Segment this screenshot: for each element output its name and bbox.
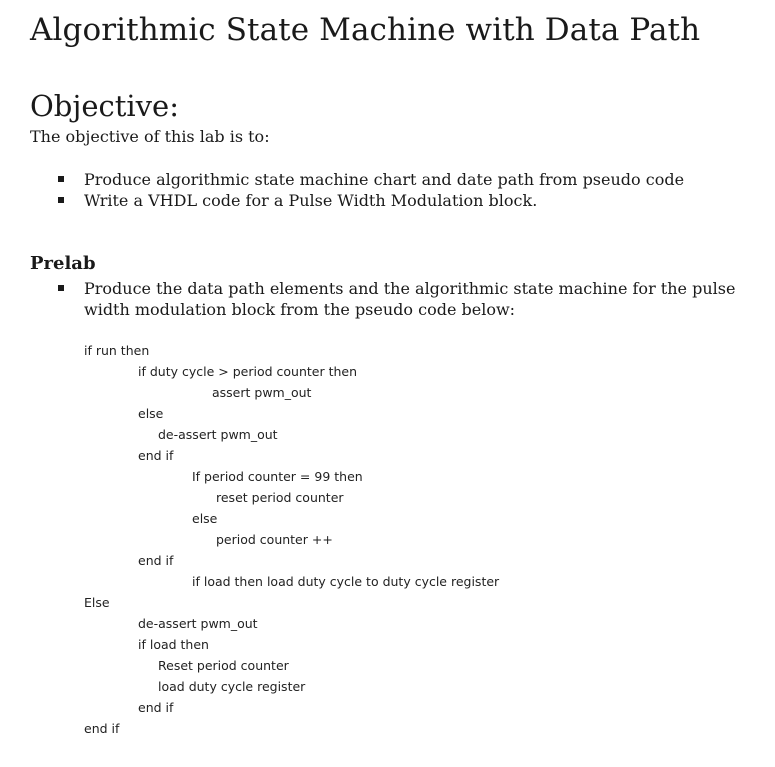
objective-intro: The objective of this lab is to: — [30, 127, 270, 146]
document-title: Algorithmic State Machine with Data Path — [30, 12, 701, 48]
code-line: Else — [84, 595, 110, 610]
bullet-icon — [58, 176, 64, 182]
code-line: if load then — [138, 637, 209, 652]
prelab-list — [58, 278, 744, 320]
code-line: Reset period counter — [158, 658, 289, 673]
code-line: period counter ++ — [216, 532, 333, 547]
code-line: else — [192, 511, 218, 526]
code-line: if duty cycle > period counter then — [138, 364, 358, 379]
code-line: end if — [138, 700, 174, 715]
objective-list — [58, 169, 684, 211]
bullet-icon — [58, 197, 64, 203]
code-line: de-assert pwm_out — [138, 616, 258, 631]
list-item — [58, 190, 684, 211]
code-line: if run then — [84, 343, 150, 358]
bullet-icon — [58, 285, 64, 291]
code-line: else — [138, 406, 164, 421]
objective-heading: Objective: — [30, 89, 179, 123]
code-line: assert pwm_out — [212, 385, 312, 400]
code-line: end if — [138, 448, 174, 463]
list-item-text: Produce the data path elements and the algorithmic state machine for the pulse width modulation block from the pseudo code below: — [84, 279, 736, 319]
prelab-heading: Prelab — [30, 253, 96, 274]
list-item-text: Write a VHDL code for a Pulse Width Modulation block. — [84, 191, 538, 210]
list-item-text: Produce algorithmic state machine chart and date path from pseudo code — [84, 170, 685, 189]
code-line: reset period counter — [216, 490, 344, 505]
code-line: load duty cycle register — [158, 679, 306, 694]
list-item — [58, 169, 684, 190]
code-line: If period counter = 99 then — [192, 469, 363, 484]
code-line: end if — [84, 721, 120, 736]
list-item — [58, 278, 744, 320]
code-line: if load then load duty cycle to duty cycle register — [192, 574, 500, 589]
code-line: end if — [138, 553, 174, 568]
code-line: de-assert pwm_out — [158, 427, 278, 442]
